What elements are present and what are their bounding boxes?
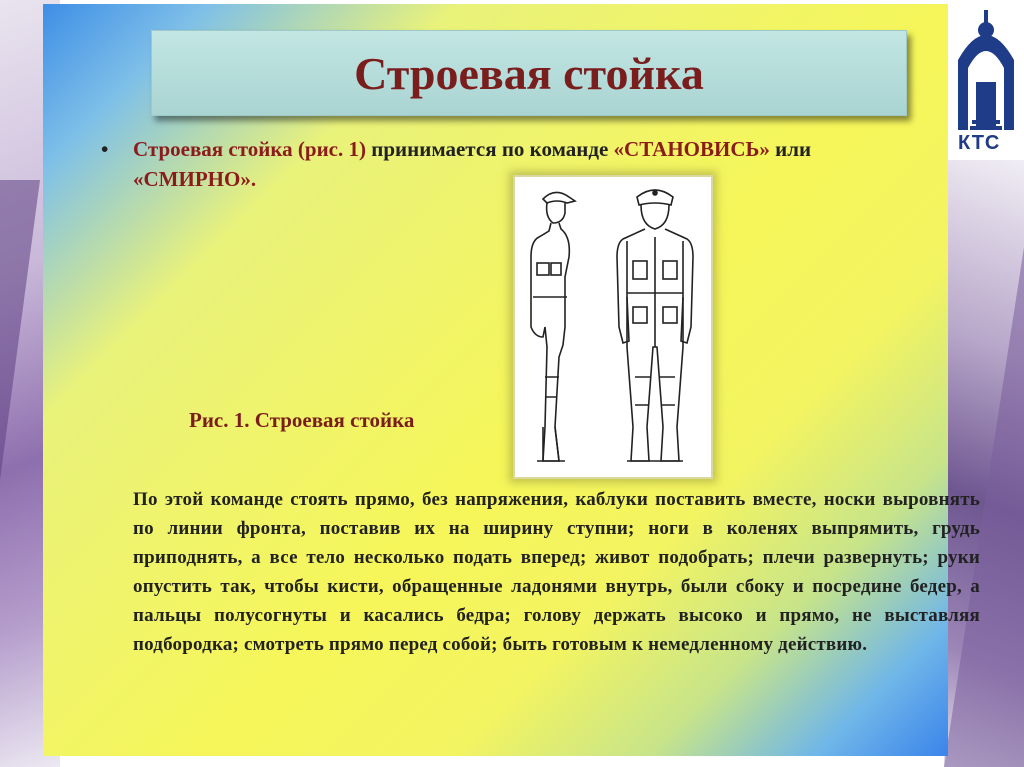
soldier-front-view <box>617 190 693 461</box>
figure-caption: Рис. 1. Строевая стойка <box>189 408 415 432</box>
slide-title: Строевая стойка <box>354 47 704 99</box>
bullet-icon: • <box>101 137 109 161</box>
body-paragraph: По этой команде стоять прямо, без напряжения, каблуки поставить вместе, носки выровнять по линии фронта, поставив их на ширину ступни; ноги в коленях выпрямить, грудь приподнять, а все тело несколько подать вперед; живот подобрать; плечи развернуть; руки опустить так, чтобы кисти, обращенные ладонями внутрь, были сбоку и посредине бедер, а пальцы полусогнуты и касались бедра; голову держать высоко и прямо, не выставляя подбородка; смотреть прямо перед собой; быть готовым к немедленному действию. <box>133 489 980 655</box>
intro-command-stanovis: «СТАНОВИСЬ» <box>613 137 770 161</box>
background-left-triangle <box>0 180 40 480</box>
figure-image <box>513 175 713 479</box>
title-box <box>151 30 907 116</box>
soldier-side-view <box>531 192 575 461</box>
intro-text-segment: принимается по команде <box>366 137 614 161</box>
logo-text: КТС <box>958 132 1001 154</box>
intro-command-smirno: «СМИРНО». <box>133 167 257 191</box>
soldier-stance-illustration <box>515 177 711 477</box>
intro-text-or: или <box>769 137 812 161</box>
intro-accent-ref: Строевая стойка (рис. 1) <box>133 137 366 161</box>
building-emblem-icon <box>950 2 1022 132</box>
